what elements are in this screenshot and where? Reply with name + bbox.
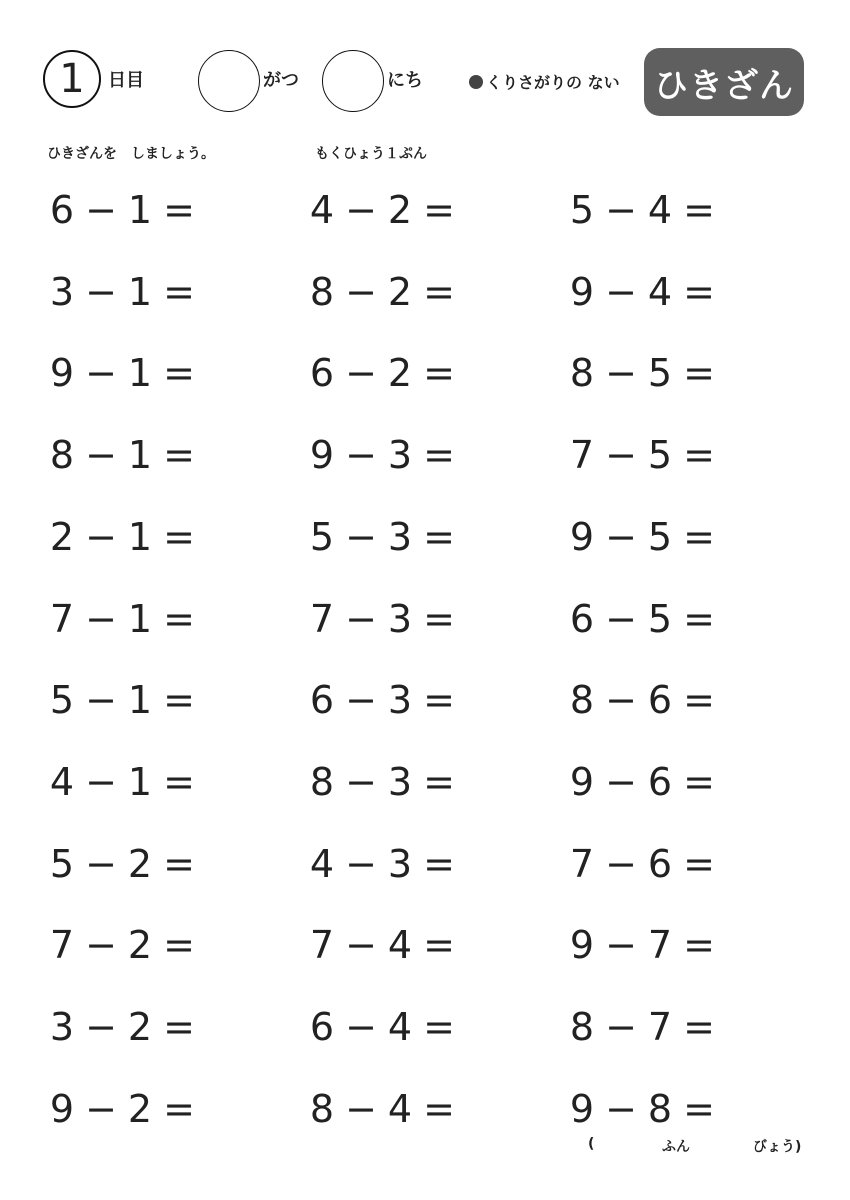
day-of-month-label: にち [387,70,423,91]
minus-sign: − [605,514,637,559]
minus-sign: − [85,1005,117,1049]
subtrahend: 5 [647,514,673,559]
subtrahend: 2 [127,1005,153,1049]
subtitle: くりさがりの ない [486,73,620,92]
equals-sign: = [163,678,195,723]
day-input-circle[interactable] [322,50,384,112]
problem-row [567,180,723,240]
subtrahend: 1 [127,596,153,641]
subtrahend: 4 [387,923,413,968]
minus-sign: − [85,188,117,232]
equals-sign: = [683,351,715,396]
subtrahend: 3 [387,678,413,723]
subtrahend: 3 [387,759,413,804]
minuend: 4 [309,188,335,232]
minus-sign: − [85,841,117,886]
minuend: 9 [569,1086,595,1131]
equals-sign: = [163,923,195,968]
subtrahend: 7 [647,1005,673,1049]
problem-row [47,915,203,975]
subtrahend: 2 [387,351,413,396]
minus-sign: − [345,514,377,559]
equals-sign: = [163,514,195,559]
minuend: 7 [309,596,335,641]
minuend: 8 [569,1005,595,1049]
minuend: 8 [569,351,595,396]
minus-sign: − [85,1086,117,1131]
subtrahend: 1 [127,351,153,396]
problem-row [567,425,723,485]
minus-sign: − [345,1005,377,1049]
minus-sign: − [345,596,377,641]
subtrahend: 4 [387,1086,413,1131]
minus-sign: − [605,1005,637,1049]
subtrahend: 2 [127,1086,153,1131]
equals-sign: = [423,269,455,314]
minuend: 9 [49,1086,75,1131]
problem-row [47,180,203,240]
equals-sign: = [423,596,455,641]
minuend: 3 [49,1005,75,1049]
minus-sign: − [605,841,637,886]
minuend: 5 [569,188,595,232]
problem-row [307,834,463,894]
problem-row [47,262,203,322]
problem-row [307,1079,463,1139]
minuend: 5 [49,678,75,723]
subtrahend: 3 [387,433,413,478]
equals-sign: = [163,269,195,314]
minuend: 9 [309,433,335,478]
minuend: 8 [309,269,335,314]
problem-row [567,915,723,975]
day-number-circle [43,50,101,108]
subtrahend: 2 [387,269,413,314]
equals-sign: = [163,188,195,232]
equals-sign: = [423,1005,455,1049]
equals-sign: = [683,269,715,314]
badge-label: ひきざん [654,65,794,106]
minuend: 9 [569,923,595,968]
subtrahend: 3 [387,841,413,886]
equals-sign: = [683,678,715,723]
subtrahend: 2 [127,841,153,886]
problem-row [47,589,203,649]
problem-row [567,752,723,812]
subtrahend: 1 [127,269,153,314]
problem-row [47,1079,203,1139]
problem-row [567,507,723,567]
equals-sign: = [423,841,455,886]
problem-row [47,997,203,1057]
minuend: 8 [309,1086,335,1131]
minus-sign: − [85,514,117,559]
subtrahend: 2 [387,188,413,232]
problem-row [307,425,463,485]
subtrahend: 1 [127,514,153,559]
equals-sign: = [683,514,715,559]
subtrahend: 1 [127,759,153,804]
subtrahend: 1 [127,678,153,723]
equals-sign: = [163,351,195,396]
minus-sign: − [605,678,637,723]
subtrahend: 8 [647,1086,673,1131]
minus-sign: − [605,923,637,968]
problem-row [47,425,203,485]
problem-row [307,997,463,1057]
problem-row [567,670,723,730]
minus-sign: − [85,269,117,314]
minuend: 7 [569,841,595,886]
minuend: 6 [49,188,75,232]
minuend: 6 [309,1005,335,1049]
equals-sign: = [423,188,455,232]
problem-row [307,752,463,812]
title-badge [644,48,804,116]
subtrahend: 6 [647,759,673,804]
minus-sign: − [605,269,637,314]
equals-sign: = [423,678,455,723]
minuend: 5 [309,514,335,559]
equals-sign: = [163,1005,195,1049]
minus-sign: − [85,433,117,478]
minus-sign: − [345,433,377,478]
equals-sign: = [683,923,715,968]
bullet-icon [469,75,483,89]
equals-sign: = [163,433,195,478]
minuend: 9 [569,514,595,559]
minus-sign: − [85,923,117,968]
subtrahend: 4 [647,269,673,314]
minuend: 2 [49,514,75,559]
minus-sign: − [605,596,637,641]
minus-sign: − [345,841,377,886]
minus-sign: − [605,188,637,232]
minuend: 7 [49,596,75,641]
minuend: 4 [309,841,335,886]
minus-sign: − [85,596,117,641]
subtrahend: 7 [647,923,673,968]
problem-row [567,834,723,894]
minus-sign: − [85,759,117,804]
minuend: 7 [309,923,335,968]
subtrahend: 3 [387,514,413,559]
subtrahend: 2 [127,923,153,968]
equals-sign: = [423,1086,455,1131]
problem-row [307,343,463,403]
problem-row [47,343,203,403]
subtrahend: 5 [647,596,673,641]
equals-sign: = [423,351,455,396]
day-number: 1 [59,56,85,102]
seconds-label: びょう) [753,1139,802,1155]
minuend: 6 [309,678,335,723]
month-input-circle[interactable] [198,50,260,112]
subtrahend: 4 [387,1005,413,1049]
subtrahend: 3 [387,596,413,641]
problem-row [307,262,463,322]
equals-sign: = [683,1086,715,1131]
minus-sign: − [605,351,637,396]
minuend: 9 [569,269,595,314]
minuend: 7 [569,433,595,478]
subtrahend: 6 [647,841,673,886]
problem-row [47,507,203,567]
minus-sign: − [85,678,117,723]
minutes-label: ふん [662,1139,690,1155]
minuend: 5 [49,841,75,886]
problem-row [47,834,203,894]
time-open-paren: ( [588,1136,595,1152]
minuend: 6 [309,351,335,396]
minus-sign: − [605,759,637,804]
problem-row [307,670,463,730]
problem-row [567,343,723,403]
minus-sign: − [345,269,377,314]
problem-row [567,589,723,649]
minus-sign: − [345,759,377,804]
problem-row [307,507,463,567]
subtrahend: 1 [127,433,153,478]
minuend: 8 [49,433,75,478]
problem-row [567,997,723,1057]
minuend: 8 [309,759,335,804]
subtrahend: 6 [647,678,673,723]
minuend: 9 [569,759,595,804]
equals-sign: = [163,841,195,886]
subtrahend: 4 [647,188,673,232]
equals-sign: = [163,596,195,641]
equals-sign: = [683,841,715,886]
minus-sign: − [345,188,377,232]
equals-sign: = [423,759,455,804]
equals-sign: = [683,1005,715,1049]
minuend: 9 [49,351,75,396]
problem-row [567,1079,723,1139]
equals-sign: = [163,759,195,804]
equals-sign: = [683,759,715,804]
minus-sign: − [85,351,117,396]
minus-sign: − [345,923,377,968]
minus-sign: − [345,678,377,723]
equals-sign: = [423,433,455,478]
problem-row [567,262,723,322]
minuend: 3 [49,269,75,314]
equals-sign: = [423,514,455,559]
instructions: ひきざんを しましょう。 [47,146,215,162]
subtrahend: 5 [647,351,673,396]
month-label: がつ [263,70,299,91]
minuend: 7 [49,923,75,968]
problem-row [47,670,203,730]
subtrahend: 5 [647,433,673,478]
minuend: 8 [569,678,595,723]
problem-row [307,180,463,240]
problem-row [307,589,463,649]
equals-sign: = [683,188,715,232]
problem-row [307,915,463,975]
equals-sign: = [163,1086,195,1131]
subtrahend: 1 [127,188,153,232]
minuend: 4 [49,759,75,804]
minus-sign: − [605,433,637,478]
problem-row [47,752,203,812]
minus-sign: − [345,1086,377,1131]
equals-sign: = [423,923,455,968]
goal-time: もくひょう１ぷん [315,146,427,162]
equals-sign: = [683,433,715,478]
day-label: 日目 [108,70,144,91]
minus-sign: − [605,1086,637,1131]
equals-sign: = [683,596,715,641]
minus-sign: − [345,351,377,396]
minuend: 6 [569,596,595,641]
